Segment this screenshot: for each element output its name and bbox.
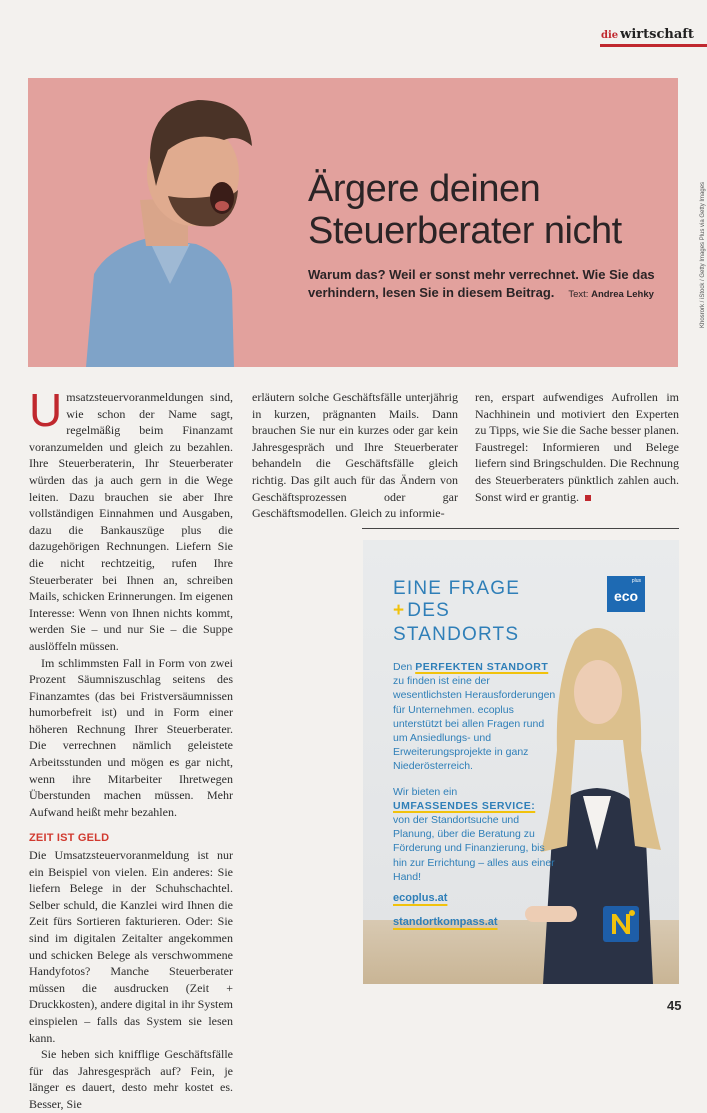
paragraph: Die Umsatzsteuervoranmeldung ist nur ein Beispiel von vielen. Ein anderes: Sie liefern Belege in der Schuhschachtel. Selber schuld, die Kanzlei wird Ihnen die Zeit fürs Sortieren fakturieren. Oder: Sie sind im digitalen Zeitalter angekommen und schicken Belege als verschwommene Handyfotos? Manche Steuerberater müssen die ausdrucken (Zeit + Druckkosten), andere digital in ihr System einspielen – falls das System sie lesen kann. xyxy=(29,848,233,1045)
ad-text: Wir bieten ein xyxy=(393,785,458,798)
author-byline xyxy=(568,289,654,300)
page-number: 45 xyxy=(667,998,682,1013)
ad-body xyxy=(393,660,558,895)
ad-paragraph-1 xyxy=(393,660,558,774)
ad-separator xyxy=(362,528,679,529)
section-tag-prefix: die xyxy=(601,30,619,41)
paragraph: Im schlimmsten Fall in Form von zwei Prozent Säumniszuschlag seitens des Finanzamtes (das bei Fristversäumnissen humorbefreit ist) und in Form einer höheren Rechnung Ihrer Steuerberater. Die verrechnen nämlich geleistete Arbeitsstunden und mögen es gar nicht, wenn ihre Mitarbeiter Ihretwegen Überstunden machen müssen. Mehr Aufwand heißt mehr bezahlen. xyxy=(29,655,233,819)
ad-highlight: UMFASSENDES SERVICE: xyxy=(393,799,536,812)
hero-banner xyxy=(28,78,706,367)
paragraph: erläutern solche Geschäftsfälle unterjährig in kurzen, prägnanten Mails. Dann brauchen Sie nur ein kurzes oder gar kein Jahresgespräch und Ihre Steuerberater behandeln die Geschäftsfälle gleich richtig. Das gilt auch für das Ändern von Geschäftsprozessen oder gar Geschäftsmodellen. Gleich zu informie- xyxy=(252,390,458,521)
article-column-3 xyxy=(475,389,679,505)
ad-headline-2-text: DES xyxy=(407,600,450,621)
ad-text: zu finden ist eine der wesentlichsten Herausforderungen für Unternehmen. ecoplus unterstützt bei allen Fragen rund um Ansiedlungs- und Erweiterungsprojekte in ganz Niederösterreich. xyxy=(393,675,556,773)
article-title xyxy=(308,168,622,252)
author-name: Andrea Lehky xyxy=(591,289,654,300)
article-title-line-2: Steuerberater nicht xyxy=(308,210,622,252)
ad-headline-1: EINE FRAGE xyxy=(393,578,521,599)
paragraph: Sie heben sich knifflige Geschäftsfälle für das Jahresgespräch auf? Fein, je länger es dauert, desto mehr kostet es. Besser, Sie xyxy=(29,1047,233,1111)
photo-credit: Khosrork / iStock / Getty Images Plus via Getty Images xyxy=(700,181,706,328)
article-column-2 xyxy=(252,389,458,522)
section-rule xyxy=(600,44,707,47)
article-column-1 xyxy=(29,384,233,1113)
ecoplus-advertisement xyxy=(363,540,679,984)
ecoplus-logo-text: eco xyxy=(613,588,639,604)
end-mark xyxy=(585,495,591,501)
plus-icon: + xyxy=(393,600,406,621)
ad-headline-2 xyxy=(393,600,450,622)
author-label: Text: xyxy=(568,289,589,300)
standortkompass-link[interactable]: standortkompass.at xyxy=(393,916,498,928)
paragraph: msatzsteuervoranmeldungen sind, wie schon der Name sagt, regelmäßig beim Finanzamt voranzumelden und gleich zu bezahlen. Ihre Steuerberaterin, Ihr Steuerberater würden das ja auch gern in die Wege leiten. Dazu brauchen sie aber Ihre vollständigen Einnahmen und Ausgaben, dazu die Bankauszüge plus die dazugehörigen Rechnungen. Liefern Sie die nicht rechtzeitig, rufen Ihre Steuerberater bei Ihnen an, schreiben Mails, schicken Erinnerungen. Im eigenen Interesse: Wenn von Ihnen nichts kommt, werden Sie – und nur Sie – die Suppe auslöffeln müssen. xyxy=(29,390,233,653)
ad-text: von der Standortsuche und Planung, über die Beratung zu Förderung und Finanzierung, bis hin zur Errichtung – alles aus einer Hand! xyxy=(393,814,555,883)
ad-headline-3: STANDORTS xyxy=(393,624,520,645)
subheading: ZEIT IST GELD xyxy=(29,832,110,845)
lead-text: Warum das? Weil er sonst mehr verrechnet. Wie Sie das verhindern, lesen Sie in diesem Beitrag. xyxy=(308,267,655,300)
ad-text: Den xyxy=(393,661,416,673)
screaming-man-photo xyxy=(28,78,288,367)
noe-logo xyxy=(603,906,639,942)
ecoplus-logo xyxy=(607,576,645,612)
noe-n-icon xyxy=(603,906,639,942)
ecoplus-link[interactable]: ecoplus.at xyxy=(393,892,448,904)
ad-paragraph-2 xyxy=(393,785,558,884)
paragraph: ren, erspart aufwendiges Aufrollen im Nachhinein und motiviert den Experten zu Tipps, wie Sie die Sache besser planen. Faustregel: Informieren und Belege liefern sind Bringschulden. Die Rechnung des Steuerberaters pünktlich zahlen auch. Sonst wird er grantig. xyxy=(475,390,679,504)
drop-cap: U xyxy=(29,384,63,436)
section-tag-name: wirtschaft xyxy=(620,27,694,42)
article-title-line-1: Ärgere deinen xyxy=(308,168,541,210)
section-tag xyxy=(601,27,694,42)
ad-highlight: PERFEKTEN STANDORT xyxy=(415,661,549,673)
ecoplus-logo-plus: plus xyxy=(631,578,641,584)
article-lead xyxy=(308,266,668,304)
